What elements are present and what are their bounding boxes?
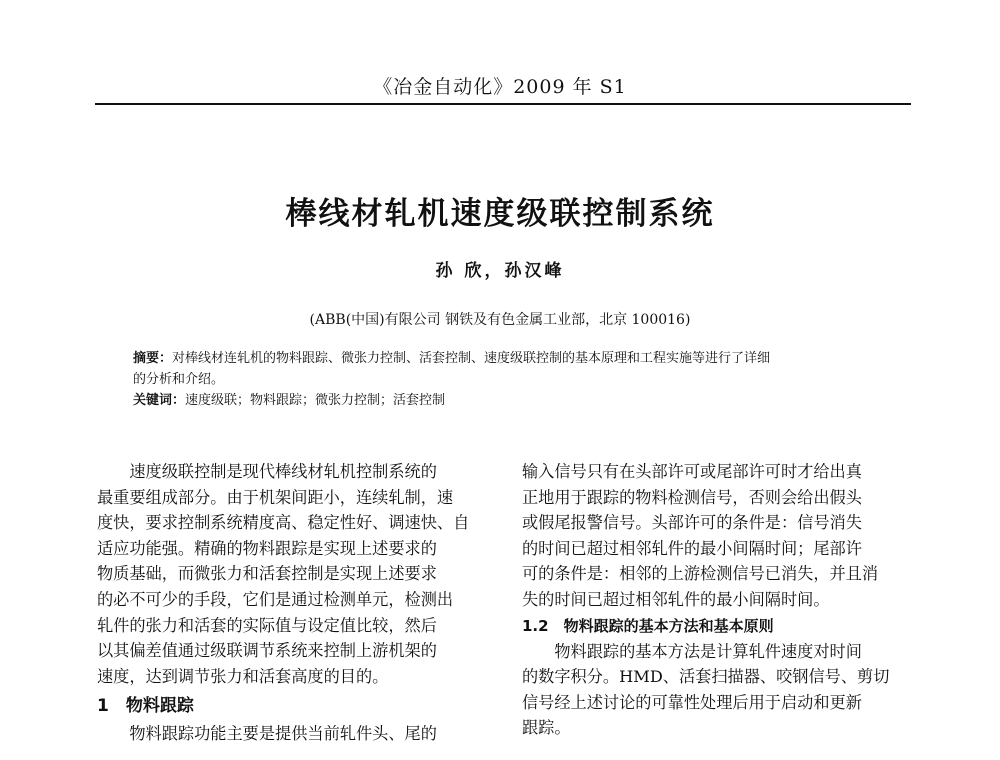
abstract-label: 摘要： — [133, 351, 173, 366]
section-heading: 1 物料跟踪 — [97, 696, 194, 717]
affiliation: (ABB(中国)有限公司 钢铁及有色金属工业部，北京 100016) — [309, 312, 691, 328]
body-line: 的时间已超过相邻轧件的最小间隔时间；尾部许 — [522, 538, 862, 558]
body-line: 以其偏差值通过级联调节系统来控制上游机架的 — [97, 641, 437, 661]
paper-title: 棒线材轧机速度级联控制系统 — [285, 196, 715, 232]
body-line: 的数字积分。HMD、活套扫描器、咬钢信号、剪切 — [522, 667, 890, 687]
body-line: 信号经上述讨论的可靠性处理后用于启动和更新 — [522, 692, 862, 712]
subsection-heading: 1.2 物料跟踪的基本方法和基本原则 — [522, 616, 774, 635]
body-line: 跟踪。 — [522, 718, 571, 738]
running-header: 《冶金自动化》2009 年 S1 — [373, 76, 627, 98]
body-line: 可的条件是：相邻的上游检测信号已消失，并且消 — [522, 564, 879, 584]
body-line: 物质基础，而微张力和活套控制是实现上述要求 — [97, 564, 437, 584]
body-line: 速度级联控制是现代棒线材轧机控制系统的 — [97, 462, 437, 481]
authors: 孙 欣，孙汉峰 — [435, 261, 565, 281]
body-line: 失的时间已超过相邻轧件的最小间隔时间。 — [522, 589, 830, 609]
abstract-line-2: 的分析和介绍。 — [133, 372, 225, 387]
body-line: 输入信号只有在头部许可或尾部许可时才给出真 — [522, 462, 862, 481]
body-line: 速度，达到调节张力和活套高度的目的。 — [97, 666, 389, 686]
abstract-continued — [133, 370, 893, 390]
body-line: 适应功能强。精确的物料跟踪是实现上述要求的 — [97, 538, 437, 558]
keywords-text: 速度级联；物料跟踪；微张力控制；活套控制 — [185, 393, 446, 408]
body-line: 度快，要求控制系统精度高、稳定性好、调速快、自 — [97, 513, 470, 533]
header-rule — [95, 103, 911, 105]
left-column — [97, 459, 482, 747]
keywords — [133, 391, 893, 411]
body-line: 物料跟踪的基本方法是计算轧件速度对时间 — [522, 641, 862, 661]
body-line: 最重要组成部分。由于机架间距小，连续轧制，速 — [97, 487, 454, 507]
right-column — [522, 459, 907, 741]
abstract — [133, 349, 893, 369]
abstract-line-1: 对棒线材连轧机的物料跟踪、微张力控制、活套控制、速度级联控制的基本原理和工程实施等进行了详细 — [172, 351, 771, 366]
body-line: 轧件的张力和活套的实际值与设定值比较，然后 — [97, 615, 437, 635]
body-line: 物料跟踪功能主要是提供当前轧件头、尾的 — [97, 724, 437, 744]
body-line: 的必不可少的手段，它们是通过检测单元，检测出 — [97, 589, 454, 609]
body-line: 或假尾报警信号。头部许可的条件是：信号消失 — [522, 513, 862, 533]
body-line: 正地用于跟踪的物料检测信号，否则会给出假头 — [522, 487, 862, 507]
keywords-label: 关键词： — [133, 393, 186, 408]
